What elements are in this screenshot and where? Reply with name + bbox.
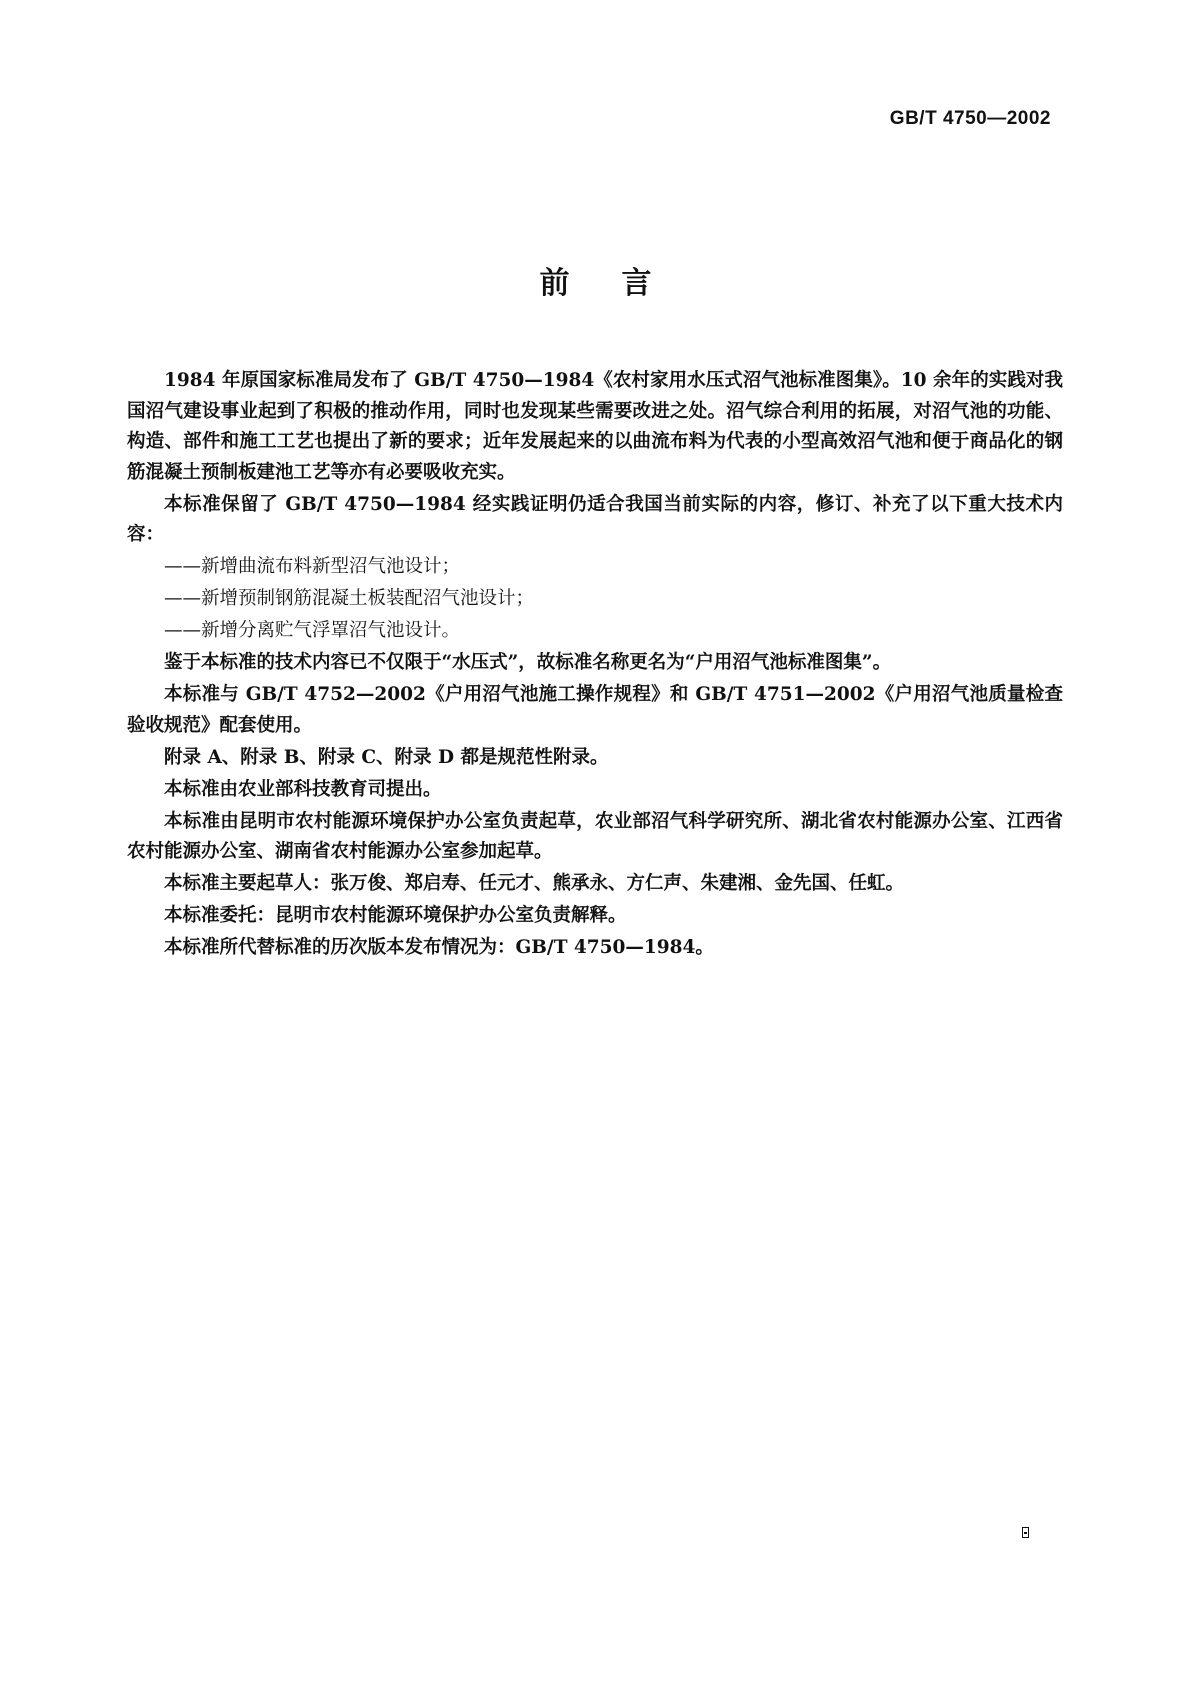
paragraph-related-standards: 本标准与 GB/T 4752—2002《户用沼气池施工操作规程》和 GB/T 4751—2002《户用沼气池质量检查验收规范》配套使用。 (127, 684, 1063, 736)
foreword-body (127, 366, 1063, 965)
list-item: ——新增曲流布料新型沼气池设计； (164, 556, 461, 577)
paragraph-interpretation: 本标准委托：昆明市农村能源环境保护办公室负责解释。 (164, 905, 627, 926)
paragraph-revision-intro: 本标准保留了 GB/T 4750—1984 经实践证明仍适合我国当前实际的内容，修订、补充了以下重大技术内容： (127, 493, 1063, 545)
paragraph-drafters: 本标准主要起草人：张万俊、郑启寿、任元才、熊承永、方仁声、朱建湘、金先国、任虹。 (164, 873, 905, 894)
list-item: ——新增分离贮气浮罩沼气池设计。 (164, 620, 461, 641)
paragraph-rename: 鉴于本标准的技术内容已不仅限于“水压式”，故标准名称更名为“户用沼气池标准图集”。 (164, 652, 892, 673)
page-title: 前言 (539, 266, 704, 301)
page-number-mark (1022, 1527, 1029, 1538)
paragraph-drafting-units: 本标准由昆明市农村能源环境保护办公室负责起草，农业部沼气科学研究所、湖北省农村能源办公室、江西省农村能源办公室、湖南省农村能源办公室参加起草。 (127, 810, 1063, 862)
paragraph-history: 1984 年原国家标准局发布了 GB/T 4750—1984《农村家用水压式沼气池标准图集》。10 余年的实践对我国沼气建设事业起到了积极的推动作用，同时也发现某些需要改进之处。沼气综合利用的拓展，对沼气池的功能、构造、部件和施工工艺也提出了新的要求；近年发展起来的以曲流布料为代表的小型高效沼气池和便于商品化的钢筋混凝土预制板建池工艺等亦有必要吸收充实。 (127, 370, 1063, 483)
paragraph-proposer: 本标准由农业部科技教育司提出。 (164, 778, 442, 800)
standard-code: GB/T 4750—2002 (889, 108, 1051, 129)
paragraph-annexes: 附录 A、附录 B、附录 C、附录 D 都是规范性附录。 (164, 746, 609, 768)
paragraph-previous-editions: 本标准所代替标准的历次版本发布情况为：GB/T 4750—1984。 (164, 937, 714, 958)
list-item: ——新增预制钢筋混凝土板装配沼气池设计； (164, 588, 535, 609)
